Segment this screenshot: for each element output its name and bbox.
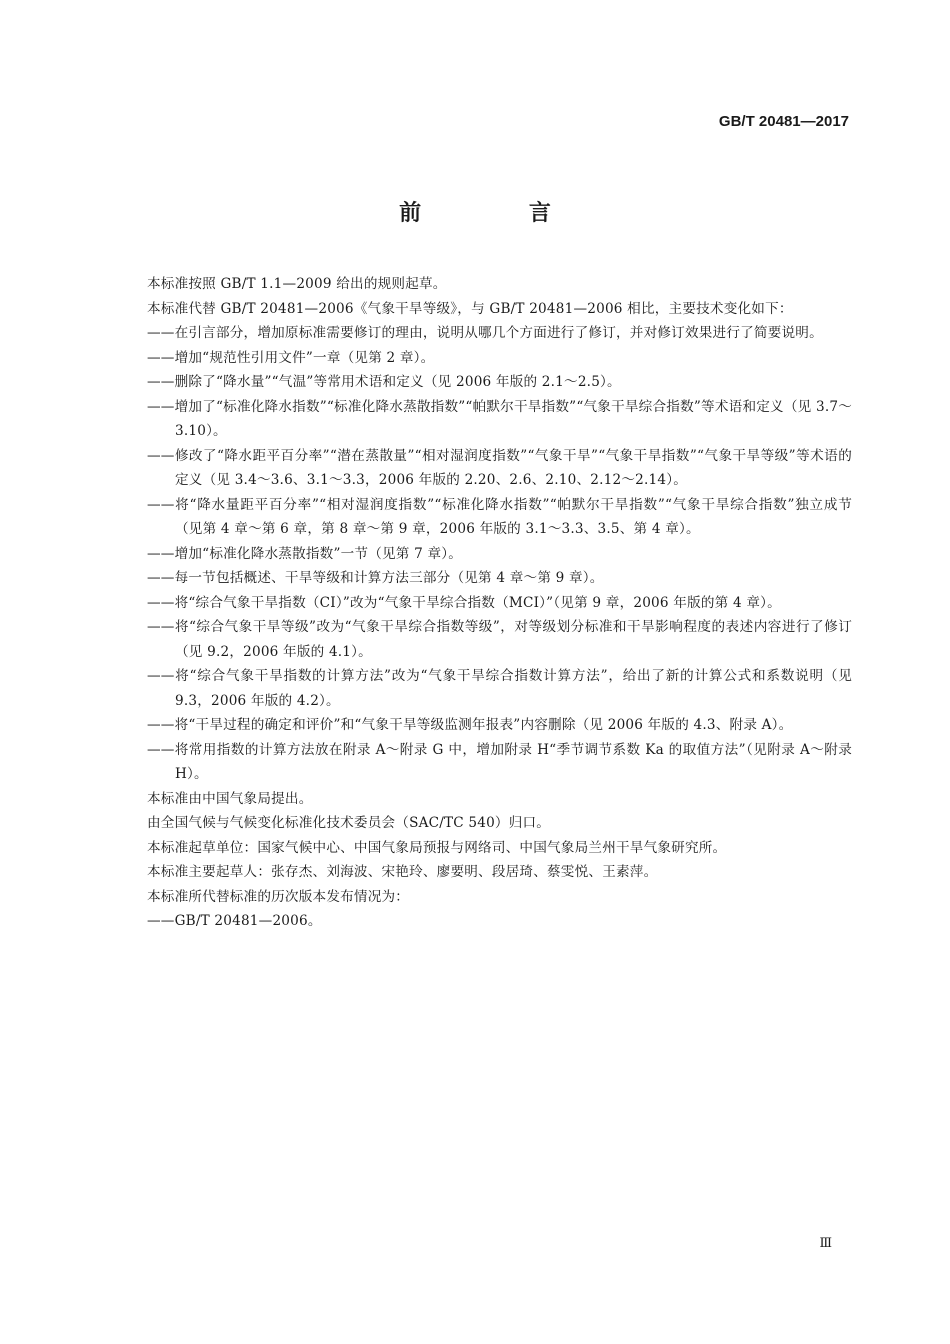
paragraph-proposer: 本标准由中国气象局提出。 (147, 790, 313, 807)
list-item: ——将“降水量距平百分率”“相对湿润度指数”“标准化降水指数”“帕默尔干旱指数”“气象干旱综合指数”独立成节（见第 4 章～第 6 章，第 8 章～第 9 章，2006 年版的 3.1～3.3、3.5、第 4 章）。 (147, 496, 852, 537)
page-number: Ⅲ (819, 1236, 832, 1251)
paragraph-history: 本标准所代替标准的历次版本发布情况为： (147, 888, 410, 905)
paragraph-committee: 由全国气候与气候变化标准化技术委员会（SAC/TC 540）归口。 (147, 815, 551, 831)
list-item: ——每一节包括概述、干旱等级和计算方法三部分（见第 4 章～第 9 章）。 (147, 570, 604, 586)
list-item: ——修改了“降水距平百分率”“潜在蒸散量”“相对湿润度指数”“气象干旱”“气象干旱指数”“气象干旱等级”等术语的定义（见 3.4～3.6、3.1～3.3，2006 年版的 2.20、2.6、2.10、2.12～2.14）。 (147, 447, 852, 488)
list-item: ——删除了“降水量”“气温”等常用术语和定义（见 2006 年版的 2.1～2.5）。 (147, 374, 621, 390)
standard-code: GB/T 20481—2017 (718, 113, 849, 130)
list-item: ——将“干旱过程的确定和评价”和“气象干旱等级监测年报表”内容删除（见 2006 年版的 4.3、附录 A）。 (147, 717, 793, 733)
list-item: ——将常用指数的计算方法放在附录 A～附录 G 中，增加附录 H“季节调节系数 Ka 的取值方法”（见附录 A～附录 H）。 (147, 741, 852, 782)
page-title: 前 言 (399, 201, 601, 226)
list-item: ——将“综合气象干旱指数（CI）”改为“气象干旱综合指数（MCI）”（见第 9 章，2006 年版的第 4 章）。 (147, 594, 781, 611)
paragraph-replacement: 本标准代替 GB/T 20481—2006《气象干旱等级》，与 GB/T 20481—2006 相比，主要技术变化如下： (147, 300, 793, 317)
paragraph-drafting-rules: 本标准按照 GB/T 1.1—2009 给出的规则起草。 (147, 276, 447, 292)
document-body (147, 272, 852, 934)
list-item: ——在引言部分，增加原标准需要修订的理由，说明从哪几个方面进行了修订，并对修订效果进行了简要说明。 (147, 325, 823, 341)
paragraph-history-item: ——GB/T 20481—2006。 (147, 913, 322, 929)
list-item: ——增加“标准化降水蒸散指数”一节（见第 7 章）。 (147, 545, 463, 562)
list-item: ——将“综合气象干旱指数的计算方法”改为“气象干旱综合指数计算方法”，给出了新的计算公式和系数说明（见 9.3，2006 年版的 4.2）。 (147, 668, 852, 709)
list-item: ——增加“规范性引用文件”一章（见第 2 章）。 (147, 349, 435, 366)
paragraph-drafters: 本标准主要起草人：张存杰、刘海波、宋艳玲、廖要明、段居琦、蔡雯悦、王素萍。 (147, 864, 658, 880)
paragraph-drafting-units: 本标准起草单位：国家气候中心、中国气象局预报与网络司、中国气象局兰州干旱气象研究所。 (147, 839, 727, 856)
list-item: ——将“综合气象干旱等级”改为“气象干旱综合指数等级”，对等级划分标准和干旱影响程度的表述内容进行了修订（见 9.2，2006 年版的 4.1）。 (147, 619, 852, 660)
list-item: ——增加了“标准化降水指数”“标准化降水蒸散指数”“帕默尔干旱指数”“气象干旱综合指数”等术语和定义（见 3.7～3.10）。 (147, 398, 852, 439)
